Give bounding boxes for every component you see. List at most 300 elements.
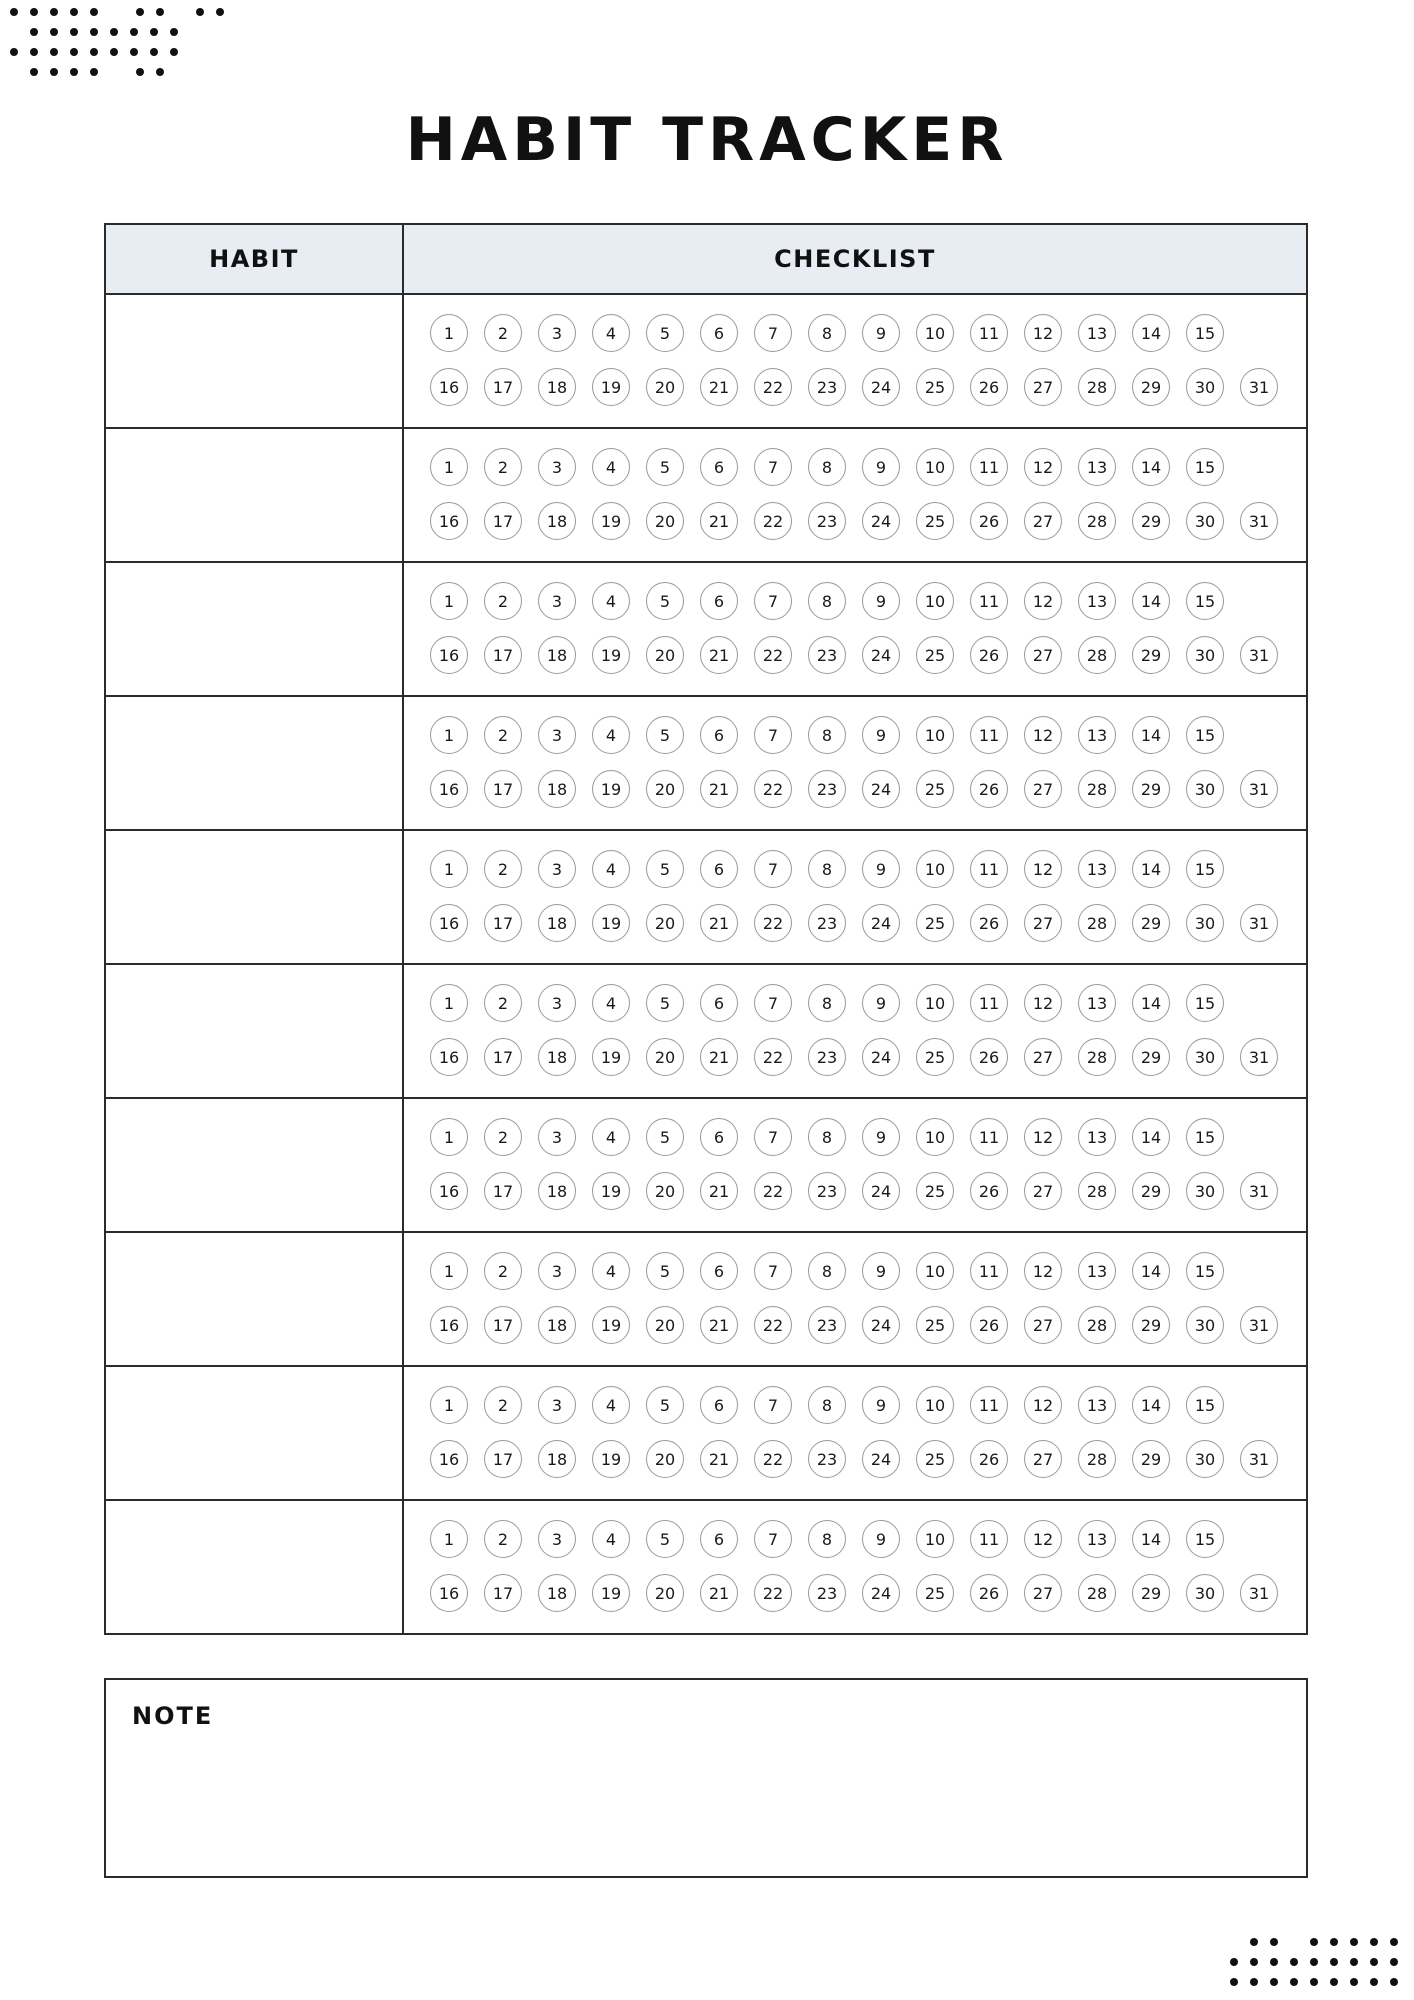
day-checkbox[interactable]: 23 [808, 1574, 846, 1612]
day-checkbox[interactable]: 14 [1132, 314, 1170, 352]
day-checkbox[interactable]: 13 [1078, 314, 1116, 352]
day-checkbox[interactable]: 20 [646, 1306, 684, 1344]
day-checkbox[interactable]: 17 [484, 368, 522, 406]
day-checkbox[interactable]: 6 [700, 850, 738, 888]
day-checkbox[interactable]: 2 [484, 1118, 522, 1156]
day-checkbox[interactable]: 28 [1078, 1440, 1116, 1478]
day-checkbox[interactable]: 15 [1186, 716, 1224, 754]
habit-name-cell[interactable] [106, 831, 404, 963]
day-checkbox[interactable]: 30 [1186, 1306, 1224, 1344]
day-checkbox[interactable]: 9 [862, 1118, 900, 1156]
day-checkbox[interactable]: 10 [916, 984, 954, 1022]
day-checkbox[interactable]: 28 [1078, 636, 1116, 674]
day-checkbox[interactable]: 1 [430, 850, 468, 888]
day-checkbox[interactable]: 1 [430, 1118, 468, 1156]
day-checkbox[interactable]: 20 [646, 1038, 684, 1076]
day-checkbox[interactable]: 25 [916, 1574, 954, 1612]
day-checkbox[interactable]: 23 [808, 636, 846, 674]
day-checkbox[interactable]: 20 [646, 368, 684, 406]
day-checkbox[interactable]: 8 [808, 1386, 846, 1424]
day-checkbox[interactable]: 24 [862, 1306, 900, 1344]
day-checkbox[interactable]: 30 [1186, 368, 1224, 406]
day-checkbox[interactable]: 29 [1132, 636, 1170, 674]
day-checkbox[interactable]: 19 [592, 770, 630, 808]
day-checkbox[interactable]: 11 [970, 582, 1008, 620]
day-checkbox[interactable]: 19 [592, 1440, 630, 1478]
day-checkbox[interactable]: 2 [484, 1252, 522, 1290]
day-checkbox[interactable]: 9 [862, 1520, 900, 1558]
day-checkbox[interactable]: 5 [646, 1118, 684, 1156]
day-checkbox[interactable]: 9 [862, 850, 900, 888]
day-checkbox[interactable]: 11 [970, 1520, 1008, 1558]
day-checkbox[interactable]: 1 [430, 1252, 468, 1290]
day-checkbox[interactable]: 12 [1024, 1386, 1062, 1424]
day-checkbox[interactable]: 14 [1132, 850, 1170, 888]
day-checkbox[interactable]: 21 [700, 368, 738, 406]
day-checkbox[interactable]: 30 [1186, 1574, 1224, 1612]
day-checkbox[interactable]: 16 [430, 1574, 468, 1612]
day-checkbox[interactable]: 25 [916, 1038, 954, 1076]
day-checkbox[interactable]: 19 [592, 1038, 630, 1076]
day-checkbox[interactable]: 4 [592, 314, 630, 352]
day-checkbox[interactable]: 27 [1024, 1440, 1062, 1478]
day-checkbox[interactable]: 31 [1240, 1306, 1278, 1344]
day-checkbox[interactable]: 31 [1240, 502, 1278, 540]
day-checkbox[interactable]: 13 [1078, 582, 1116, 620]
day-checkbox[interactable]: 4 [592, 1118, 630, 1156]
day-checkbox[interactable]: 24 [862, 1440, 900, 1478]
day-checkbox[interactable]: 16 [430, 368, 468, 406]
day-checkbox[interactable]: 22 [754, 636, 792, 674]
day-checkbox[interactable]: 3 [538, 850, 576, 888]
day-checkbox[interactable]: 11 [970, 448, 1008, 486]
day-checkbox[interactable]: 16 [430, 1172, 468, 1210]
day-checkbox[interactable]: 22 [754, 904, 792, 942]
day-checkbox[interactable]: 19 [592, 1574, 630, 1612]
day-checkbox[interactable]: 25 [916, 1172, 954, 1210]
day-checkbox[interactable]: 4 [592, 850, 630, 888]
day-checkbox[interactable]: 24 [862, 368, 900, 406]
day-checkbox[interactable]: 20 [646, 770, 684, 808]
day-checkbox[interactable]: 30 [1186, 904, 1224, 942]
day-checkbox[interactable]: 31 [1240, 1038, 1278, 1076]
day-checkbox[interactable]: 12 [1024, 1252, 1062, 1290]
day-checkbox[interactable]: 20 [646, 1574, 684, 1612]
day-checkbox[interactable]: 18 [538, 1172, 576, 1210]
day-checkbox[interactable]: 17 [484, 904, 522, 942]
day-checkbox[interactable]: 15 [1186, 1118, 1224, 1156]
day-checkbox[interactable]: 16 [430, 904, 468, 942]
day-checkbox[interactable]: 26 [970, 368, 1008, 406]
day-checkbox[interactable]: 7 [754, 1118, 792, 1156]
day-checkbox[interactable]: 7 [754, 1520, 792, 1558]
day-checkbox[interactable]: 5 [646, 1252, 684, 1290]
day-checkbox[interactable]: 11 [970, 314, 1008, 352]
day-checkbox[interactable]: 1 [430, 314, 468, 352]
day-checkbox[interactable]: 25 [916, 1440, 954, 1478]
day-checkbox[interactable]: 5 [646, 582, 684, 620]
day-checkbox[interactable]: 5 [646, 448, 684, 486]
day-checkbox[interactable]: 3 [538, 1118, 576, 1156]
day-checkbox[interactable]: 25 [916, 770, 954, 808]
day-checkbox[interactable]: 31 [1240, 1172, 1278, 1210]
day-checkbox[interactable]: 20 [646, 1172, 684, 1210]
day-checkbox[interactable]: 13 [1078, 984, 1116, 1022]
day-checkbox[interactable]: 8 [808, 850, 846, 888]
day-checkbox[interactable]: 12 [1024, 448, 1062, 486]
day-checkbox[interactable]: 15 [1186, 1520, 1224, 1558]
day-checkbox[interactable]: 26 [970, 502, 1008, 540]
day-checkbox[interactable]: 26 [970, 904, 1008, 942]
day-checkbox[interactable]: 20 [646, 904, 684, 942]
day-checkbox[interactable]: 25 [916, 502, 954, 540]
habit-name-cell[interactable] [106, 965, 404, 1097]
day-checkbox[interactable]: 2 [484, 984, 522, 1022]
day-checkbox[interactable]: 14 [1132, 984, 1170, 1022]
day-checkbox[interactable]: 12 [1024, 984, 1062, 1022]
day-checkbox[interactable]: 27 [1024, 368, 1062, 406]
day-checkbox[interactable]: 17 [484, 636, 522, 674]
day-checkbox[interactable]: 21 [700, 1440, 738, 1478]
day-checkbox[interactable]: 30 [1186, 502, 1224, 540]
day-checkbox[interactable]: 13 [1078, 1118, 1116, 1156]
day-checkbox[interactable]: 7 [754, 448, 792, 486]
day-checkbox[interactable]: 16 [430, 1306, 468, 1344]
day-checkbox[interactable]: 2 [484, 1520, 522, 1558]
day-checkbox[interactable]: 16 [430, 1440, 468, 1478]
day-checkbox[interactable]: 3 [538, 984, 576, 1022]
day-checkbox[interactable]: 5 [646, 1386, 684, 1424]
day-checkbox[interactable]: 18 [538, 1306, 576, 1344]
day-checkbox[interactable]: 31 [1240, 1440, 1278, 1478]
day-checkbox[interactable]: 20 [646, 1440, 684, 1478]
day-checkbox[interactable]: 7 [754, 850, 792, 888]
day-checkbox[interactable]: 12 [1024, 716, 1062, 754]
day-checkbox[interactable]: 15 [1186, 314, 1224, 352]
day-checkbox[interactable]: 19 [592, 1172, 630, 1210]
day-checkbox[interactable]: 4 [592, 448, 630, 486]
day-checkbox[interactable]: 14 [1132, 1386, 1170, 1424]
day-checkbox[interactable]: 16 [430, 770, 468, 808]
day-checkbox[interactable]: 4 [592, 716, 630, 754]
habit-name-cell[interactable] [106, 1367, 404, 1499]
day-checkbox[interactable]: 3 [538, 1520, 576, 1558]
day-checkbox[interactable]: 31 [1240, 368, 1278, 406]
day-checkbox[interactable]: 9 [862, 448, 900, 486]
day-checkbox[interactable]: 8 [808, 1118, 846, 1156]
day-checkbox[interactable]: 24 [862, 770, 900, 808]
day-checkbox[interactable]: 21 [700, 636, 738, 674]
day-checkbox[interactable]: 26 [970, 1440, 1008, 1478]
day-checkbox[interactable]: 25 [916, 904, 954, 942]
habit-name-cell[interactable] [106, 697, 404, 829]
day-checkbox[interactable]: 8 [808, 314, 846, 352]
day-checkbox[interactable]: 8 [808, 582, 846, 620]
day-checkbox[interactable]: 28 [1078, 1574, 1116, 1612]
habit-name-cell[interactable] [106, 429, 404, 561]
day-checkbox[interactable]: 3 [538, 716, 576, 754]
day-checkbox[interactable]: 13 [1078, 850, 1116, 888]
day-checkbox[interactable]: 19 [592, 636, 630, 674]
day-checkbox[interactable]: 19 [592, 502, 630, 540]
day-checkbox[interactable]: 9 [862, 984, 900, 1022]
day-checkbox[interactable]: 1 [430, 716, 468, 754]
day-checkbox[interactable]: 8 [808, 716, 846, 754]
day-checkbox[interactable]: 13 [1078, 1252, 1116, 1290]
day-checkbox[interactable]: 17 [484, 1440, 522, 1478]
day-checkbox[interactable]: 31 [1240, 904, 1278, 942]
day-checkbox[interactable]: 28 [1078, 904, 1116, 942]
day-checkbox[interactable]: 28 [1078, 1306, 1116, 1344]
day-checkbox[interactable]: 27 [1024, 1038, 1062, 1076]
day-checkbox[interactable]: 21 [700, 502, 738, 540]
day-checkbox[interactable]: 10 [916, 1386, 954, 1424]
day-checkbox[interactable]: 17 [484, 770, 522, 808]
day-checkbox[interactable]: 21 [700, 1306, 738, 1344]
day-checkbox[interactable]: 19 [592, 904, 630, 942]
day-checkbox[interactable]: 16 [430, 1038, 468, 1076]
day-checkbox[interactable]: 24 [862, 1574, 900, 1612]
day-checkbox[interactable]: 15 [1186, 582, 1224, 620]
day-checkbox[interactable]: 18 [538, 502, 576, 540]
day-checkbox[interactable]: 13 [1078, 448, 1116, 486]
day-checkbox[interactable]: 28 [1078, 1038, 1116, 1076]
day-checkbox[interactable]: 22 [754, 1574, 792, 1612]
day-checkbox[interactable]: 6 [700, 1386, 738, 1424]
day-checkbox[interactable]: 25 [916, 1306, 954, 1344]
day-checkbox[interactable]: 29 [1132, 1172, 1170, 1210]
day-checkbox[interactable]: 5 [646, 984, 684, 1022]
day-checkbox[interactable]: 11 [970, 1386, 1008, 1424]
day-checkbox[interactable]: 30 [1186, 636, 1224, 674]
day-checkbox[interactable]: 1 [430, 582, 468, 620]
day-checkbox[interactable]: 22 [754, 1172, 792, 1210]
day-checkbox[interactable]: 7 [754, 582, 792, 620]
day-checkbox[interactable]: 2 [484, 314, 522, 352]
day-checkbox[interactable]: 11 [970, 984, 1008, 1022]
day-checkbox[interactable]: 29 [1132, 502, 1170, 540]
day-checkbox[interactable]: 24 [862, 904, 900, 942]
day-checkbox[interactable]: 3 [538, 1252, 576, 1290]
day-checkbox[interactable]: 14 [1132, 1520, 1170, 1558]
day-checkbox[interactable]: 5 [646, 716, 684, 754]
day-checkbox[interactable]: 5 [646, 850, 684, 888]
day-checkbox[interactable]: 9 [862, 716, 900, 754]
day-checkbox[interactable]: 20 [646, 636, 684, 674]
day-checkbox[interactable]: 17 [484, 1306, 522, 1344]
day-checkbox[interactable]: 1 [430, 448, 468, 486]
day-checkbox[interactable]: 6 [700, 582, 738, 620]
day-checkbox[interactable]: 7 [754, 716, 792, 754]
day-checkbox[interactable]: 11 [970, 1118, 1008, 1156]
day-checkbox[interactable]: 15 [1186, 1386, 1224, 1424]
day-checkbox[interactable]: 2 [484, 850, 522, 888]
day-checkbox[interactable]: 30 [1186, 770, 1224, 808]
day-checkbox[interactable]: 10 [916, 1252, 954, 1290]
day-checkbox[interactable]: 10 [916, 1520, 954, 1558]
day-checkbox[interactable]: 12 [1024, 1118, 1062, 1156]
day-checkbox[interactable]: 8 [808, 984, 846, 1022]
day-checkbox[interactable]: 13 [1078, 1520, 1116, 1558]
day-checkbox[interactable]: 9 [862, 582, 900, 620]
day-checkbox[interactable]: 26 [970, 636, 1008, 674]
day-checkbox[interactable]: 30 [1186, 1038, 1224, 1076]
day-checkbox[interactable]: 29 [1132, 368, 1170, 406]
day-checkbox[interactable]: 4 [592, 582, 630, 620]
day-checkbox[interactable]: 10 [916, 716, 954, 754]
day-checkbox[interactable]: 4 [592, 1252, 630, 1290]
day-checkbox[interactable]: 11 [970, 850, 1008, 888]
day-checkbox[interactable]: 15 [1186, 850, 1224, 888]
day-checkbox[interactable]: 14 [1132, 1118, 1170, 1156]
day-checkbox[interactable]: 17 [484, 502, 522, 540]
day-checkbox[interactable]: 23 [808, 770, 846, 808]
day-checkbox[interactable]: 3 [538, 582, 576, 620]
day-checkbox[interactable]: 2 [484, 582, 522, 620]
day-checkbox[interactable]: 4 [592, 1386, 630, 1424]
day-checkbox[interactable]: 12 [1024, 582, 1062, 620]
day-checkbox[interactable]: 14 [1132, 582, 1170, 620]
day-checkbox[interactable]: 23 [808, 904, 846, 942]
day-checkbox[interactable]: 6 [700, 314, 738, 352]
day-checkbox[interactable]: 21 [700, 1172, 738, 1210]
day-checkbox[interactable]: 18 [538, 904, 576, 942]
habit-name-cell[interactable] [106, 1233, 404, 1365]
day-checkbox[interactable]: 7 [754, 314, 792, 352]
day-checkbox[interactable]: 24 [862, 1038, 900, 1076]
day-checkbox[interactable]: 7 [754, 1386, 792, 1424]
day-checkbox[interactable]: 22 [754, 1038, 792, 1076]
day-checkbox[interactable]: 18 [538, 1440, 576, 1478]
day-checkbox[interactable]: 3 [538, 448, 576, 486]
day-checkbox[interactable]: 16 [430, 636, 468, 674]
habit-name-cell[interactable] [106, 563, 404, 695]
day-checkbox[interactable]: 29 [1132, 1038, 1170, 1076]
day-checkbox[interactable]: 6 [700, 1520, 738, 1558]
day-checkbox[interactable]: 25 [916, 636, 954, 674]
day-checkbox[interactable]: 14 [1132, 716, 1170, 754]
day-checkbox[interactable]: 21 [700, 904, 738, 942]
day-checkbox[interactable]: 27 [1024, 636, 1062, 674]
day-checkbox[interactable]: 19 [592, 368, 630, 406]
day-checkbox[interactable]: 15 [1186, 1252, 1224, 1290]
day-checkbox[interactable]: 10 [916, 1118, 954, 1156]
day-checkbox[interactable]: 29 [1132, 1574, 1170, 1612]
day-checkbox[interactable]: 5 [646, 1520, 684, 1558]
day-checkbox[interactable]: 2 [484, 448, 522, 486]
day-checkbox[interactable]: 22 [754, 770, 792, 808]
day-checkbox[interactable]: 20 [646, 502, 684, 540]
day-checkbox[interactable]: 24 [862, 1172, 900, 1210]
day-checkbox[interactable]: 11 [970, 716, 1008, 754]
day-checkbox[interactable]: 31 [1240, 770, 1278, 808]
day-checkbox[interactable]: 23 [808, 1306, 846, 1344]
day-checkbox[interactable]: 29 [1132, 1440, 1170, 1478]
day-checkbox[interactable]: 17 [484, 1574, 522, 1612]
day-checkbox[interactable]: 26 [970, 1038, 1008, 1076]
day-checkbox[interactable]: 2 [484, 716, 522, 754]
day-checkbox[interactable]: 13 [1078, 716, 1116, 754]
day-checkbox[interactable]: 27 [1024, 1574, 1062, 1612]
day-checkbox[interactable]: 6 [700, 1252, 738, 1290]
day-checkbox[interactable]: 17 [484, 1172, 522, 1210]
habit-name-cell[interactable] [106, 1099, 404, 1231]
habit-name-cell[interactable] [106, 1501, 404, 1633]
day-checkbox[interactable]: 3 [538, 1386, 576, 1424]
day-checkbox[interactable]: 15 [1186, 984, 1224, 1022]
day-checkbox[interactable]: 21 [700, 1038, 738, 1076]
day-checkbox[interactable]: 8 [808, 448, 846, 486]
day-checkbox[interactable]: 23 [808, 502, 846, 540]
day-checkbox[interactable]: 2 [484, 1386, 522, 1424]
habit-name-cell[interactable] [106, 295, 404, 427]
day-checkbox[interactable]: 29 [1132, 904, 1170, 942]
day-checkbox[interactable]: 6 [700, 1118, 738, 1156]
day-checkbox[interactable]: 12 [1024, 314, 1062, 352]
day-checkbox[interactable]: 12 [1024, 850, 1062, 888]
day-checkbox[interactable]: 27 [1024, 1172, 1062, 1210]
day-checkbox[interactable]: 7 [754, 1252, 792, 1290]
day-checkbox[interactable]: 10 [916, 582, 954, 620]
day-checkbox[interactable]: 28 [1078, 502, 1116, 540]
day-checkbox[interactable]: 19 [592, 1306, 630, 1344]
day-checkbox[interactable]: 10 [916, 850, 954, 888]
day-checkbox[interactable]: 26 [970, 770, 1008, 808]
day-checkbox[interactable]: 18 [538, 1574, 576, 1612]
day-checkbox[interactable]: 17 [484, 1038, 522, 1076]
day-checkbox[interactable]: 16 [430, 502, 468, 540]
day-checkbox[interactable]: 18 [538, 636, 576, 674]
day-checkbox[interactable]: 31 [1240, 636, 1278, 674]
day-checkbox[interactable]: 8 [808, 1252, 846, 1290]
day-checkbox[interactable]: 1 [430, 1520, 468, 1558]
day-checkbox[interactable]: 14 [1132, 1252, 1170, 1290]
day-checkbox[interactable]: 6 [700, 716, 738, 754]
day-checkbox[interactable]: 9 [862, 1252, 900, 1290]
day-checkbox[interactable]: 6 [700, 984, 738, 1022]
day-checkbox[interactable]: 29 [1132, 770, 1170, 808]
day-checkbox[interactable]: 27 [1024, 770, 1062, 808]
day-checkbox[interactable]: 30 [1186, 1172, 1224, 1210]
day-checkbox[interactable]: 23 [808, 1440, 846, 1478]
day-checkbox[interactable]: 29 [1132, 1306, 1170, 1344]
day-checkbox[interactable]: 21 [700, 770, 738, 808]
day-checkbox[interactable]: 1 [430, 1386, 468, 1424]
day-checkbox[interactable]: 8 [808, 1520, 846, 1558]
day-checkbox[interactable]: 22 [754, 502, 792, 540]
day-checkbox[interactable]: 28 [1078, 1172, 1116, 1210]
day-checkbox[interactable]: 21 [700, 1574, 738, 1612]
day-checkbox[interactable]: 18 [538, 1038, 576, 1076]
day-checkbox[interactable]: 27 [1024, 904, 1062, 942]
day-checkbox[interactable]: 23 [808, 1172, 846, 1210]
day-checkbox[interactable]: 23 [808, 368, 846, 406]
day-checkbox[interactable]: 22 [754, 368, 792, 406]
day-checkbox[interactable]: 28 [1078, 368, 1116, 406]
day-checkbox[interactable]: 15 [1186, 448, 1224, 486]
day-checkbox[interactable]: 6 [700, 448, 738, 486]
day-checkbox[interactable]: 28 [1078, 770, 1116, 808]
day-checkbox[interactable]: 10 [916, 314, 954, 352]
day-checkbox[interactable]: 13 [1078, 1386, 1116, 1424]
day-checkbox[interactable]: 18 [538, 770, 576, 808]
day-checkbox[interactable]: 30 [1186, 1440, 1224, 1478]
day-checkbox[interactable]: 27 [1024, 502, 1062, 540]
day-checkbox[interactable]: 31 [1240, 1574, 1278, 1612]
day-checkbox[interactable]: 12 [1024, 1520, 1062, 1558]
day-checkbox[interactable]: 26 [970, 1306, 1008, 1344]
note-box[interactable] [104, 1678, 1308, 1878]
